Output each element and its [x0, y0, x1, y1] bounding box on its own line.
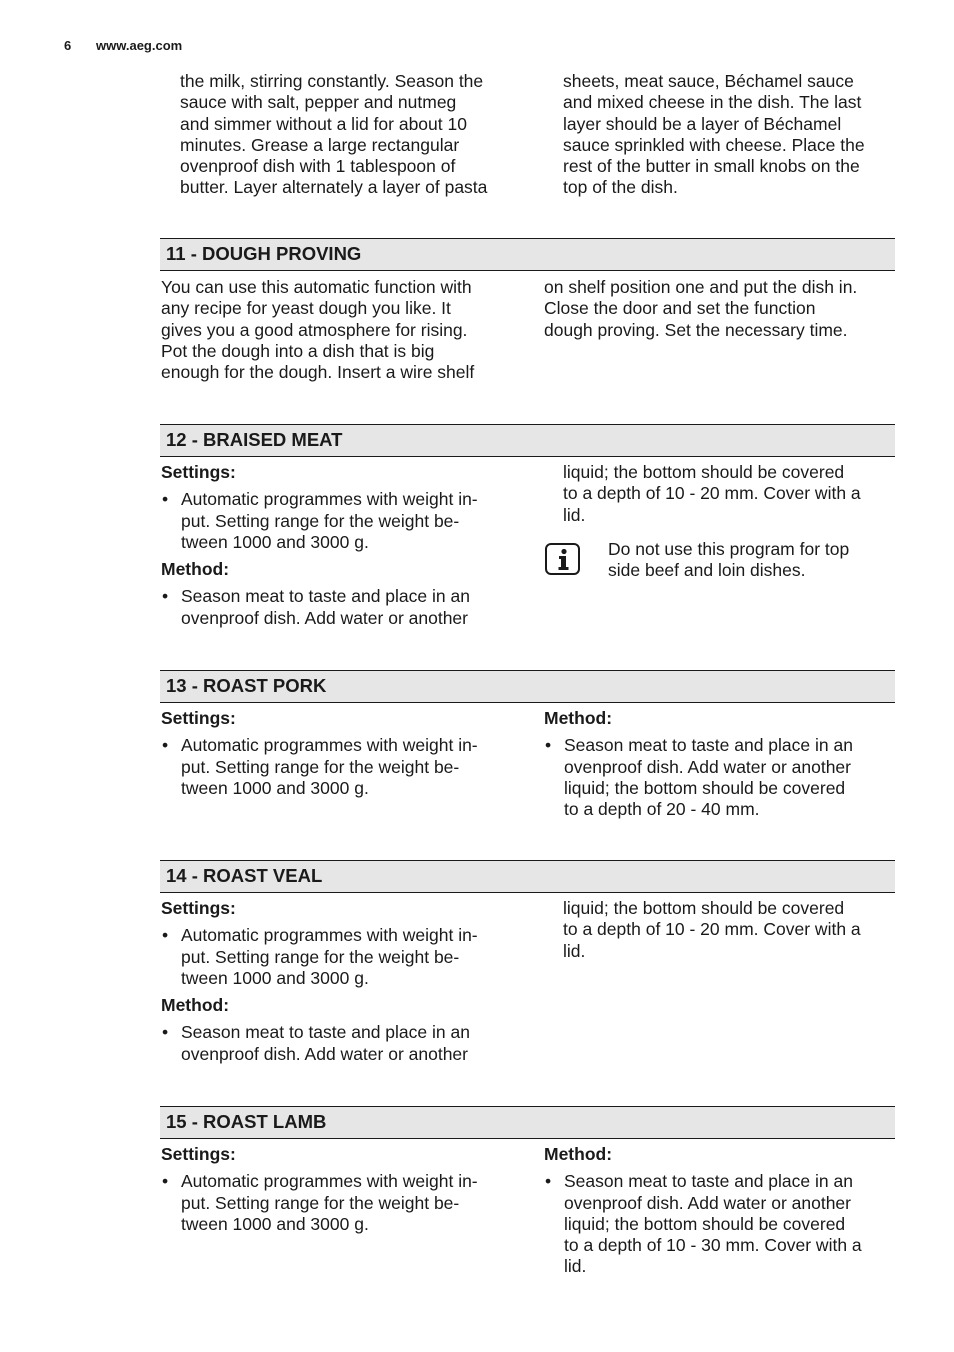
- text-line: liquid; the bottom should be covered: [563, 462, 845, 482]
- text-line: lid.: [564, 1256, 587, 1277]
- text-line: any recipe for yeast dough you like. It: [161, 298, 451, 319]
- settings-item: [161, 735, 521, 799]
- method-label: Method:: [161, 995, 230, 1016]
- text-line: • Season meat to taste and place in an: [564, 1171, 853, 1192]
- text-line: liquid; the bottom should be covered: [564, 777, 846, 798]
- info-note-text: [608, 539, 893, 582]
- section-header-roast-pork: [160, 670, 895, 703]
- text-line: • Automatic programmes with weight in-: [181, 925, 478, 946]
- text-line: layer should be a layer of Béchamel: [563, 113, 842, 134]
- text-line: Close the door and set the function: [544, 298, 816, 319]
- text-line: • Automatic programmes with weight in-: [181, 735, 478, 756]
- text-line: to a depth of 10 - 30 mm. Cover with a: [564, 1235, 862, 1256]
- intro-left-text: [180, 71, 520, 199]
- text-line: and simmer without a lid for about 10: [180, 113, 467, 134]
- dough-proving-left-text: [161, 277, 521, 383]
- braised-meat-right-text: [563, 462, 893, 526]
- text-line: minutes. Grease a large rectangular: [180, 134, 460, 155]
- roast-lamb-right-column: [544, 1144, 894, 1278]
- text-line: to a depth of 20 - 40 mm.: [564, 799, 760, 820]
- text-line: tween 1000 and 3000 g.: [181, 777, 369, 798]
- section-header-dough-proving: [160, 238, 895, 271]
- text-line: liquid; the bottom should be covered: [563, 898, 845, 918]
- settings-label: Settings:: [161, 1144, 236, 1164]
- text-line: sauce sprinkled with cheese. Place the: [563, 134, 865, 155]
- text-line: You can use this automatic function with: [161, 277, 472, 297]
- settings-label: Settings:: [161, 462, 236, 482]
- text-line: rest of the butter in small knobs on the: [563, 156, 860, 177]
- text-line: the milk, stirring constantly. Season the: [180, 71, 484, 91]
- text-line: • Season meat to taste and place in an: [181, 586, 470, 607]
- text-line: ovenproof dish. Add water or another: [181, 1043, 468, 1064]
- settings-item: [161, 489, 521, 553]
- text-line: ovenproof dish. Add water or another: [564, 756, 851, 777]
- roast-pork-right-column: [544, 708, 894, 820]
- settings-label: Settings:: [161, 708, 236, 728]
- text-line: ovenproof dish. Add water or another: [564, 1192, 851, 1213]
- text-line: and mixed cheese in the dish. The last: [563, 92, 862, 113]
- braised-meat-left-column: [161, 462, 521, 629]
- text-line: • Season meat to taste and place in an: [181, 1022, 470, 1043]
- section-title: 15 - ROAST LAMB: [166, 1111, 327, 1132]
- text-line: • Automatic programmes with weight in-: [181, 1171, 478, 1192]
- section-title: 14 - ROAST VEAL: [166, 865, 323, 886]
- text-line: Do not use this program for top: [608, 539, 850, 559]
- section-header-roast-lamb: [160, 1106, 895, 1139]
- text-line: to a depth of 10 - 20 mm. Cover with a: [563, 483, 861, 504]
- intro-right-text: [563, 71, 893, 199]
- section-title: 12 - BRAISED MEAT: [166, 429, 343, 450]
- method-item: [161, 1022, 521, 1065]
- text-line: sauce with salt, pepper and nutmeg: [180, 92, 457, 113]
- text-line: tween 1000 and 3000 g.: [181, 967, 369, 988]
- text-line: tween 1000 and 3000 g.: [181, 1213, 369, 1234]
- text-line: tween 1000 and 3000 g.: [181, 531, 369, 552]
- info-icon: [545, 543, 580, 575]
- settings-item: [161, 925, 521, 989]
- roast-pork-left-column: [161, 708, 521, 799]
- dough-proving-right-text: [544, 277, 894, 341]
- settings-item: [161, 1171, 521, 1235]
- text-line: put. Setting range for the weight be-: [181, 510, 460, 531]
- page-header: [64, 38, 182, 53]
- roast-veal-right-text: [563, 898, 893, 962]
- settings-label: Settings:: [161, 898, 236, 918]
- method-label: Method:: [161, 559, 230, 580]
- page-number: 6: [64, 38, 72, 53]
- text-line: side beef and loin dishes.: [608, 560, 806, 581]
- text-line: dough proving. Set the necessary time.: [544, 319, 848, 340]
- text-line: put. Setting range for the weight be-: [181, 946, 460, 967]
- text-line: sheets, meat sauce, Béchamel sauce: [563, 71, 854, 91]
- text-line: gives you a good atmosphere for rising.: [161, 319, 468, 340]
- text-line: top of the dish.: [563, 177, 678, 198]
- text-line: on shelf position one and put the dish in.: [544, 277, 858, 297]
- section-header-roast-veal: [160, 860, 895, 893]
- method-item: [544, 1171, 894, 1277]
- text-line: • Season meat to taste and place in an: [564, 735, 853, 756]
- text-line: liquid; the bottom should be covered: [564, 1213, 846, 1234]
- text-line: butter. Layer alternately a layer of pasta: [180, 177, 488, 198]
- roast-lamb-left-column: [161, 1144, 521, 1235]
- text-line: • Automatic programmes with weight in-: [181, 489, 478, 510]
- text-line: put. Setting range for the weight be-: [181, 756, 460, 777]
- section-header-braised-meat: [160, 424, 895, 457]
- method-item: [161, 586, 521, 629]
- website-link[interactable]: www.aeg.com: [96, 38, 183, 53]
- text-line: enough for the dough. Insert a wire shelf: [161, 362, 475, 383]
- text-line: lid.: [563, 940, 586, 961]
- roast-veal-left-column: [161, 898, 521, 1065]
- method-item: [544, 735, 894, 820]
- section-title: 13 - ROAST PORK: [166, 675, 327, 696]
- text-line: ovenproof dish. Add water or another: [181, 607, 468, 628]
- method-label: Method:: [544, 1144, 613, 1164]
- section-title: 11 - DOUGH PROVING: [166, 243, 362, 264]
- text-line: ovenproof dish with 1 tablespoon of: [180, 156, 456, 177]
- text-line: lid.: [563, 504, 586, 525]
- method-label: Method:: [544, 708, 613, 728]
- text-line: Pot the dough into a dish that is big: [161, 340, 435, 361]
- text-line: put. Setting range for the weight be-: [181, 1192, 460, 1213]
- text-line: to a depth of 10 - 20 mm. Cover with a: [563, 919, 861, 940]
